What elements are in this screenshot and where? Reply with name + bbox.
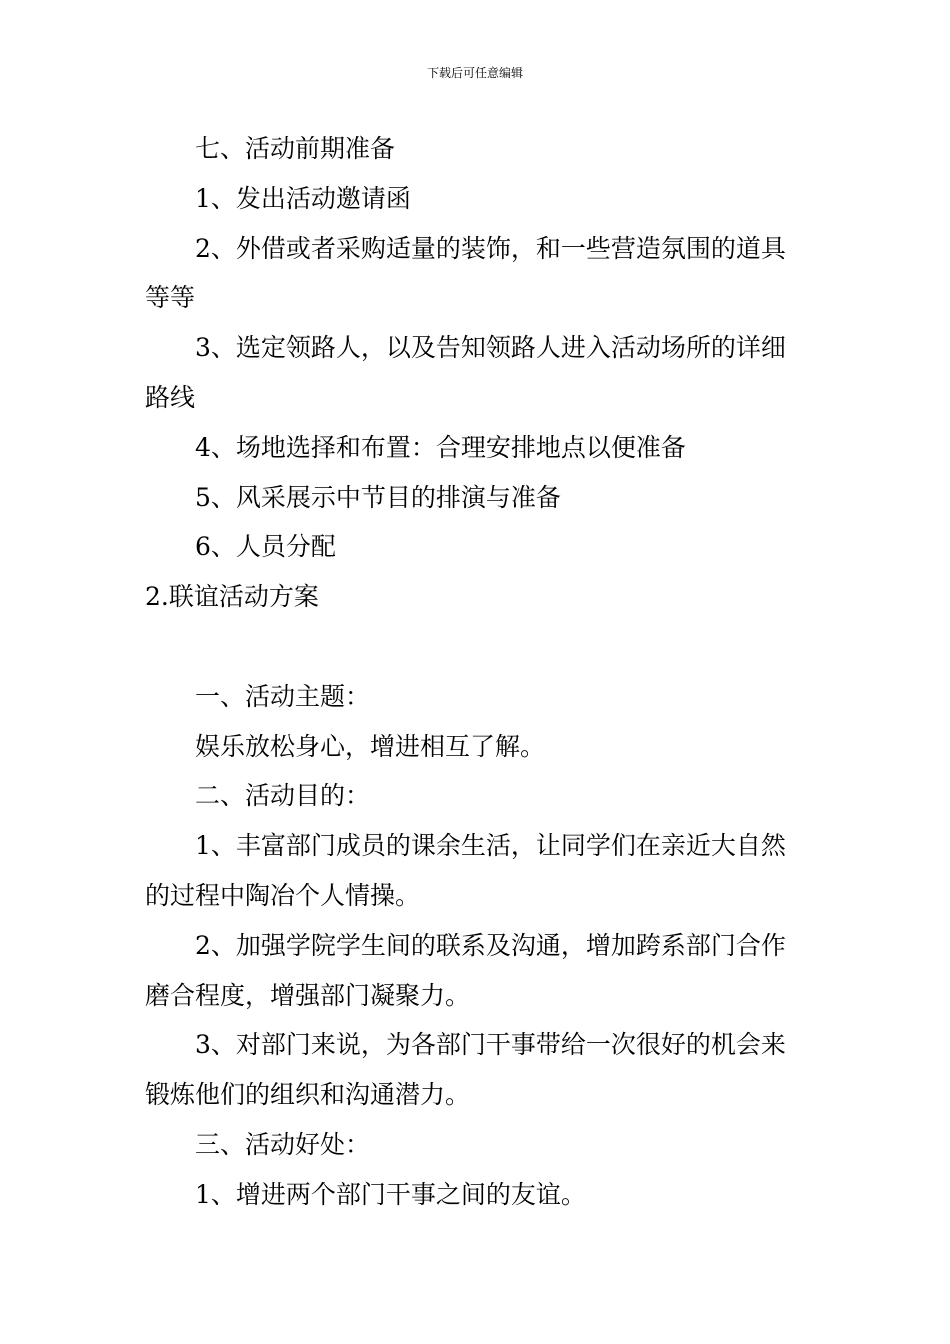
list-item: 2、外借或者采购适量的装饰，和一些营造氛围的道具等等 — [145, 233, 786, 313]
section-heading: 三、活动好处： — [195, 1129, 371, 1159]
document-title: 2.联谊活动方案 — [145, 582, 319, 612]
section-heading: 一、活动主题： — [195, 681, 371, 711]
list-item: 3、选定领路人，以及告知领路人进入活动场所的详细路线 — [145, 333, 786, 412]
list-item: 1、丰富部门成员的课余生活，让同学们在亲近大自然的过程中陶冶个人情操。 — [145, 831, 786, 910]
list-item: 2、加强学院学生间的联系及沟通，增加跨系部门合作磨合程度，增强部门凝聚力。 — [145, 930, 786, 1010]
list-item: 4、场地选择和布置：合理安排地点以便准备 — [195, 432, 686, 462]
blank-line — [145, 622, 810, 672]
section-heading: 七、活动前期准备 — [195, 134, 396, 163]
list-item: 6、人员分配 — [195, 532, 336, 562]
document-body — [145, 124, 810, 1220]
list-item: 1、发出活动邀请函 — [195, 183, 411, 213]
list-item: 3、对部门来说，为各部门干事带给一次很好的机会来锻炼他们的组织和沟通潜力。 — [145, 1030, 786, 1110]
section-heading: 二、活动目的： — [195, 781, 371, 811]
paragraph: 娱乐放松身心，增进相互了解。 — [195, 731, 546, 761]
list-item: 1、增进两个部门干事之间的友谊。 — [195, 1179, 586, 1209]
page-header: 下载后可任意编辑 — [426, 66, 523, 80]
list-item: 5、风采展示中节目的排演与准备 — [195, 482, 561, 512]
